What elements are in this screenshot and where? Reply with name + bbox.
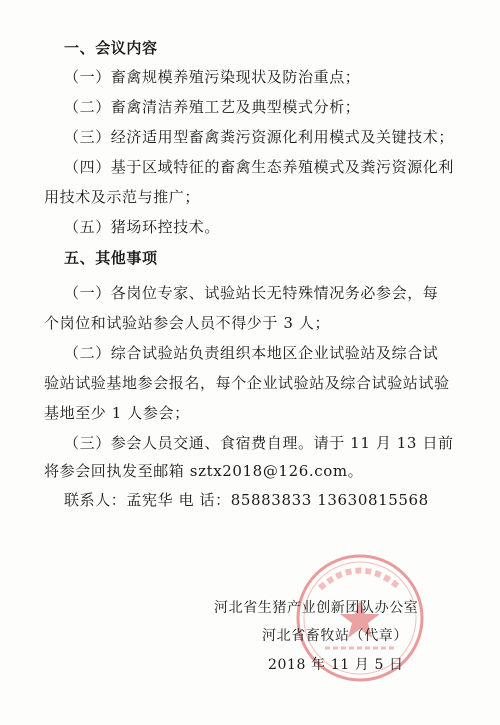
- contact-line: 联系人：孟宪华 电 话：85883833 13630815568: [64, 491, 429, 509]
- list-item: （一）各岗位专家、试验站长无特殊情况务必参会，每: [64, 284, 439, 302]
- section-heading-other-matters: 五、其他事项: [64, 249, 158, 267]
- list-item: （三）参会人员交通、食宿费自理。请于 11 月 13 日前: [64, 434, 454, 452]
- list-item-continuation: 验站试验基地参会报名，每个企业试验站及综合试验站试验: [44, 374, 450, 392]
- list-item-continuation: 个岗位和试验站参会人员不得少于 3 人；: [44, 314, 331, 332]
- signature-organization: 河北省生猪产业创新团队办公室: [214, 600, 419, 616]
- list-item-continuation: 基地至少 1 人参会；: [44, 404, 190, 422]
- list-item: （四）基于区域特征的畜禽生态养殖模式及粪污资源化利: [64, 158, 455, 176]
- signature-organization-secondary: 河北省畜牧站（代章）: [262, 628, 408, 644]
- list-item: （三）经济适用型畜禽粪污资源化利用模式及关键技术；: [64, 128, 455, 146]
- list-item-continuation: 将参会回执发至邮箱 sztx2018@126.com。: [44, 462, 364, 480]
- list-item: （一）畜禽规模养殖污染现状及防治重点；: [64, 68, 361, 86]
- list-item: （五）猪场环控技术。: [64, 218, 221, 236]
- signature-date: 2018 年 11 月 5 日: [268, 657, 404, 673]
- section-heading-meeting-content: 一、会议内容: [64, 39, 158, 57]
- list-item: （二）畜禽清洁养殖工艺及典型模式分析；: [64, 98, 361, 116]
- list-item: （二）综合试验站负责组织本地区企业试验站及综合试: [64, 344, 439, 362]
- list-item-continuation: 用技术及示范与推广；: [44, 188, 201, 206]
